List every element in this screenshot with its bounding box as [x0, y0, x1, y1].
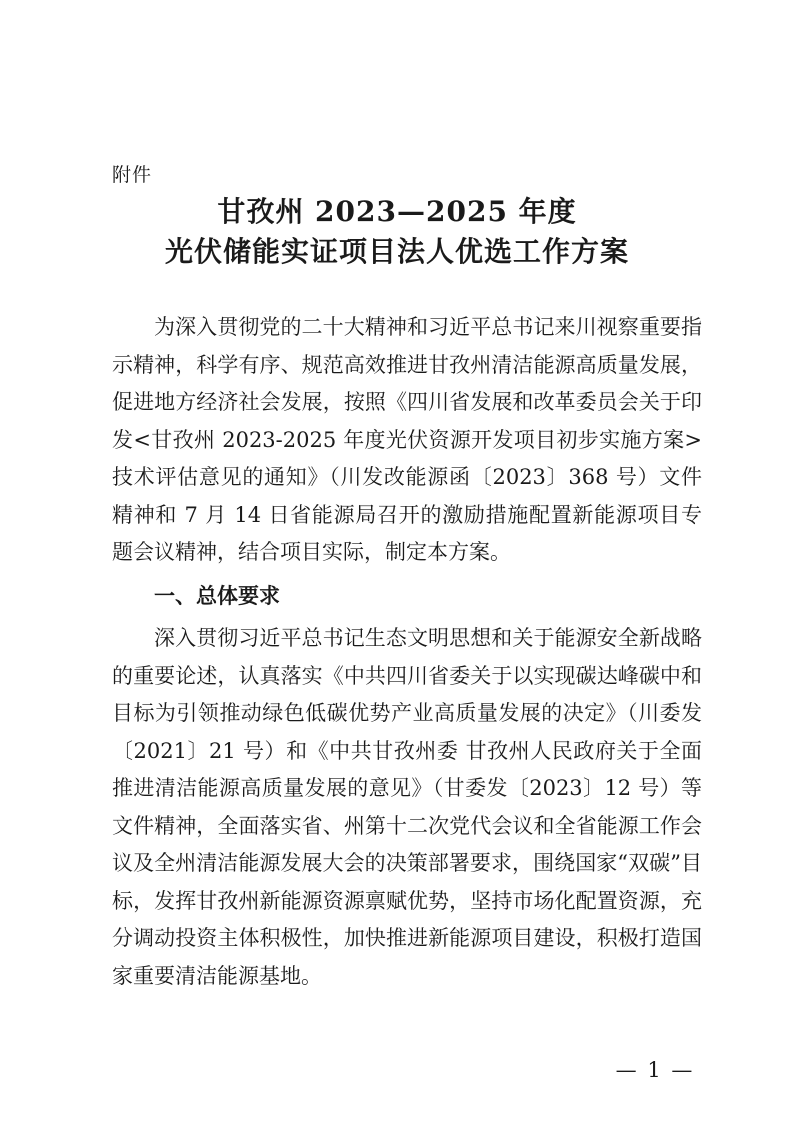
section-paragraph-general-requirements: 深入贯彻习近平总书记生态文明思想和关于能源安全新战略的重要论述，认真落实《中共四川省委关于以实现碳达峰碳中和目标为引领推动绿色低碳优势产业高质量发展的决定》（川委发〔2021〕21 号）和《中共甘孜州委 甘孜州人民政府关于全面推进清洁能源高质量发展的意见》（甘委发〔2023〕12 号）等文件精神，全面落实省、州第十二次党代会议和全省能源工作会议及全州清洁能源发展大会的决策部署要求，围绕国家“双碳”目标，发挥甘孜州新能源资源禀赋优势，坚持市场化配置资源，充分调动投资主体积极性，加快推进新能源项目建设，积极打造国家重要清洁能源基地。: [112, 626, 702, 988]
document-title-line-1: 甘孜州 2023—2025 年度: [217, 195, 577, 228]
section-heading-general-requirements: 一、总体要求: [154, 584, 280, 608]
intro-paragraph: 为深入贯彻党的二十大精神和习近平总书记来川视察重要指示精神，科学有序、规范高效推进甘孜州清洁能源高质量发展，促进地方经济社会发展，按照《四川省发展和改革委员会关于印发<甘孜州 2023-2025 年度光伏资源开发项目初步实施方案>技术评估意见的通知》（川发改能源函〔2023〕368 号）文件精神和 7 月 14 日省能源局召开的激励措施配置新能源项目专题会议精神，结合项目实际，制定本方案。: [112, 315, 702, 564]
attachment-label: 附件: [112, 164, 153, 186]
page-number: — 1 —: [615, 1058, 695, 1082]
document-title-line-2: 光伏储能实证项目法人优选工作方案: [164, 235, 629, 268]
